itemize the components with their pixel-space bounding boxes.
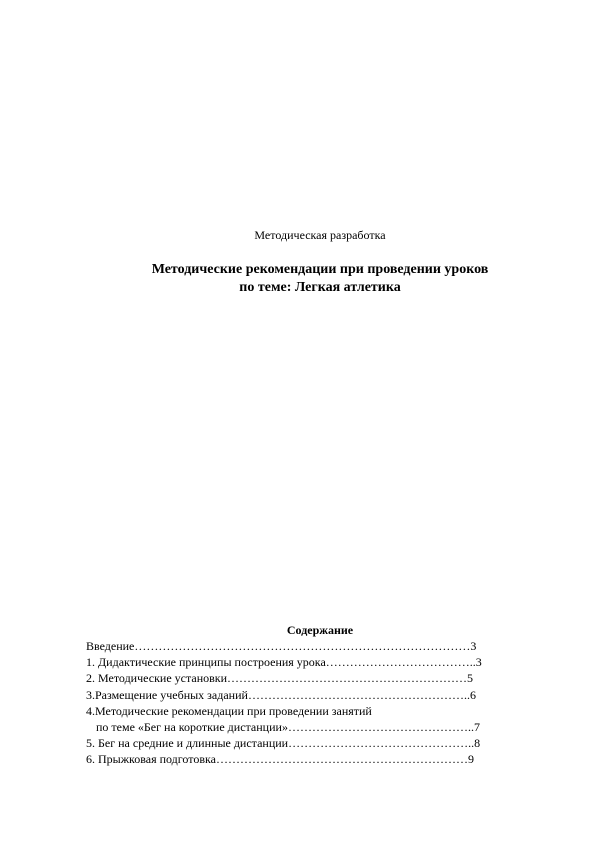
document-title-line-2: по теме: Легкая атлетика: [239, 280, 401, 295]
toc-entry-2: 2. Методические установки……………………………………………………5: [86, 671, 474, 686]
toc-entry-6: 6. Прыжковая подготовка………………………………………………………9: [86, 752, 474, 767]
document-title: [0, 261, 595, 297]
toc-entry-4-continuation: по теме «Бег на короткие дистанции»………………………………………..7: [96, 720, 480, 735]
toc-entry-4: 4.Методические рекомендации при проведении занятий: [86, 703, 372, 718]
toc-entry-introduction: Введение…………………………………………………………………………3: [86, 639, 477, 653]
toc-entry-5: 5. Бег на средние и длинные дистанции………………………………………..8: [86, 736, 481, 751]
document-subtitle: Методическая разработка: [254, 228, 386, 242]
table-of-contents: [86, 638, 544, 768]
document-title-line-1: Методические рекомендации при проведении уроков: [151, 262, 489, 277]
toc-entry-1: 1. Дидактические принципы построения урока………………………………..3: [86, 655, 482, 670]
toc-heading: Содержание: [286, 623, 354, 637]
toc-entry-3: 3.Размещение учебных заданий………………………………………………..6: [86, 687, 476, 702]
